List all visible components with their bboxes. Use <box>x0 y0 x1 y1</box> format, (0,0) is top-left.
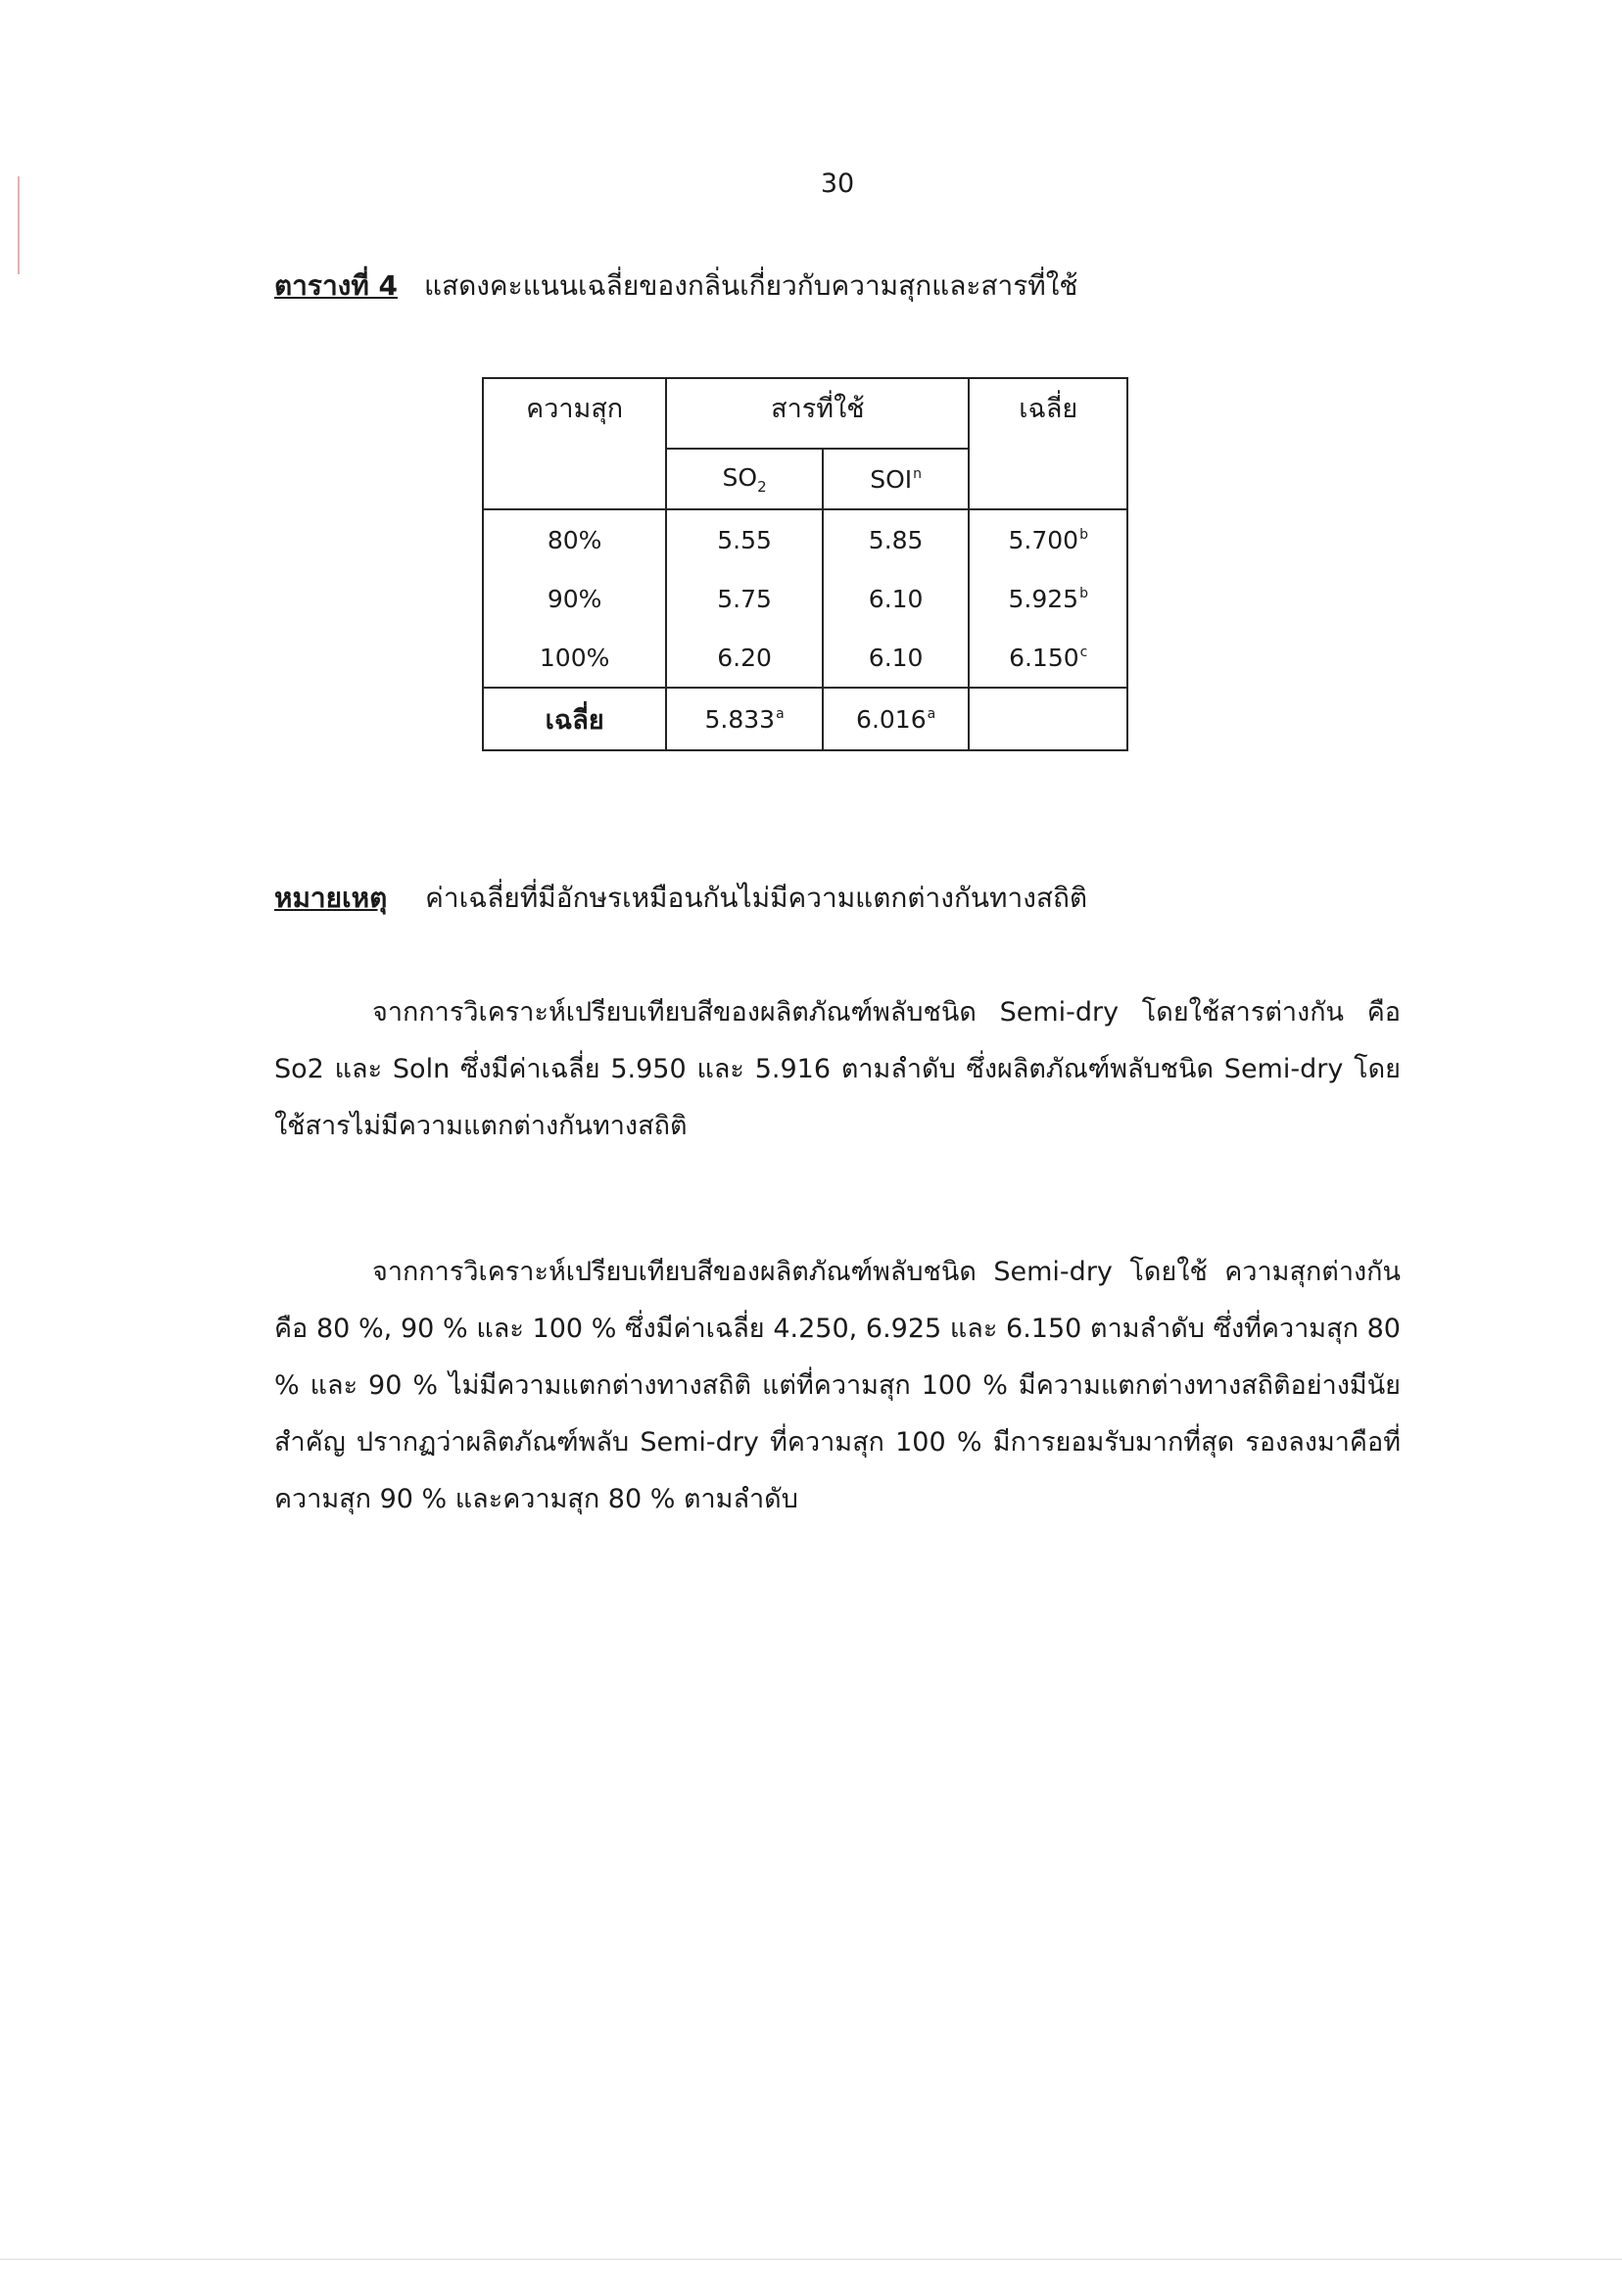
cell-so2: 5.75 <box>666 569 823 628</box>
cell-so2: 6.20 <box>666 628 823 688</box>
subheader-so2 <box>666 449 823 509</box>
mean-value: 5.700 <box>1008 525 1079 554</box>
cell-ripeness: 100% <box>483 628 666 688</box>
header-mean: เฉลี่ย <box>969 378 1127 509</box>
mean-group: b <box>1079 586 1088 602</box>
mean-so2 <box>666 688 823 750</box>
table-mean-row <box>483 688 1127 750</box>
note <box>274 877 1087 920</box>
mean-soi-group: a <box>927 706 936 723</box>
paragraph-ripeness: จากการวิเคราะห์เปรียบเทียบสีของผลิตภัณฑ์พลับชนิด Semi-dry โดยใช้ ความสุกต่างกัน คือ 80 %, 90 % และ 100 % ซึ่งมีค่าเฉลี่ย 4.250, 6.925 และ 6.150 ตามลำดับ ซึ่งที่ความสุก 80 % และ 90 % ไม่มีความแตกต่างทางสถิติ แต่ที่ความสุก 100 % มีความแตกต่างทางสถิติอย่างมีนัยสำคัญ ปรากฏว่าผลิตภัณฑ์พลับ Semi-dry ที่ความสุก 100 % มีการยอมรับมากที่สุด รองลงมาคือที่ความสุก 90 % และความสุก 80 % ตามลำดับ <box>274 1257 1401 1514</box>
mean-group: c <box>1079 645 1088 661</box>
page-number: 30 <box>820 168 855 199</box>
mean-soi-value: 6.016 <box>856 704 927 734</box>
so2-index: 2 <box>757 477 767 496</box>
mean-group: b <box>1079 527 1088 544</box>
cell-ripeness: 80% <box>483 509 666 569</box>
caption-text: แสดงคะแนนเฉลี่ยของกลิ่นเกี่ยวกับความสุกและสารที่ใช้ <box>423 269 1078 302</box>
table-row <box>483 569 1127 628</box>
mean-value: 6.150 <box>1009 643 1079 672</box>
table-row <box>483 628 1127 688</box>
table-caption <box>274 264 1077 308</box>
mean-so2-value: 5.833 <box>704 704 776 734</box>
data-table <box>482 377 1128 751</box>
mean-value: 5.925 <box>1008 584 1079 613</box>
soi-label: SOI <box>870 464 913 494</box>
soi-sup: n <box>913 466 923 483</box>
caption-label: ตารางที่ 4 <box>274 269 399 302</box>
cell-mean <box>969 509 1127 569</box>
header-substance: สารที่ใช้ <box>666 378 969 449</box>
cell-soi: 6.10 <box>823 628 970 688</box>
paragraph-substance: จากการวิเคราะห์เปรียบเทียบสีของผลิตภัณฑ์พลับชนิด Semi-dry โดยใช้สารต่างกัน คือ So2 และ Soln ซึ่งมีค่าเฉลี่ย 5.950 และ 5.916 ตามลำดับ ซึ่งผลิตภัณฑ์พลับชนิด Semi-dry โดยใช้สารไม่มีความแตกต่างกันทางสถิติ <box>274 997 1401 1141</box>
cell-soi: 5.85 <box>823 509 970 569</box>
note-label: หมายเหตุ <box>274 882 388 914</box>
cell-soi: 6.10 <box>823 569 970 628</box>
cell-ripeness: 90% <box>483 569 666 628</box>
cell-mean <box>969 628 1127 688</box>
mean-empty <box>969 688 1127 750</box>
note-text: ค่าเฉลี่ยที่มีอักษรเหมือนกันไม่มีความแตกต่างกันทางสถิติ <box>425 882 1088 914</box>
mean-row-label: เฉลี่ย <box>483 688 666 750</box>
table-row <box>483 509 1127 569</box>
footer-divider <box>0 2259 1622 2260</box>
cell-mean <box>969 569 1127 628</box>
mean-soi <box>823 688 970 750</box>
mean-so2-group: a <box>776 706 785 723</box>
cell-so2: 5.55 <box>666 509 823 569</box>
subheader-soi <box>823 449 970 509</box>
so2-label: SO <box>722 462 758 492</box>
header-ripeness: ความสุก <box>483 378 666 509</box>
